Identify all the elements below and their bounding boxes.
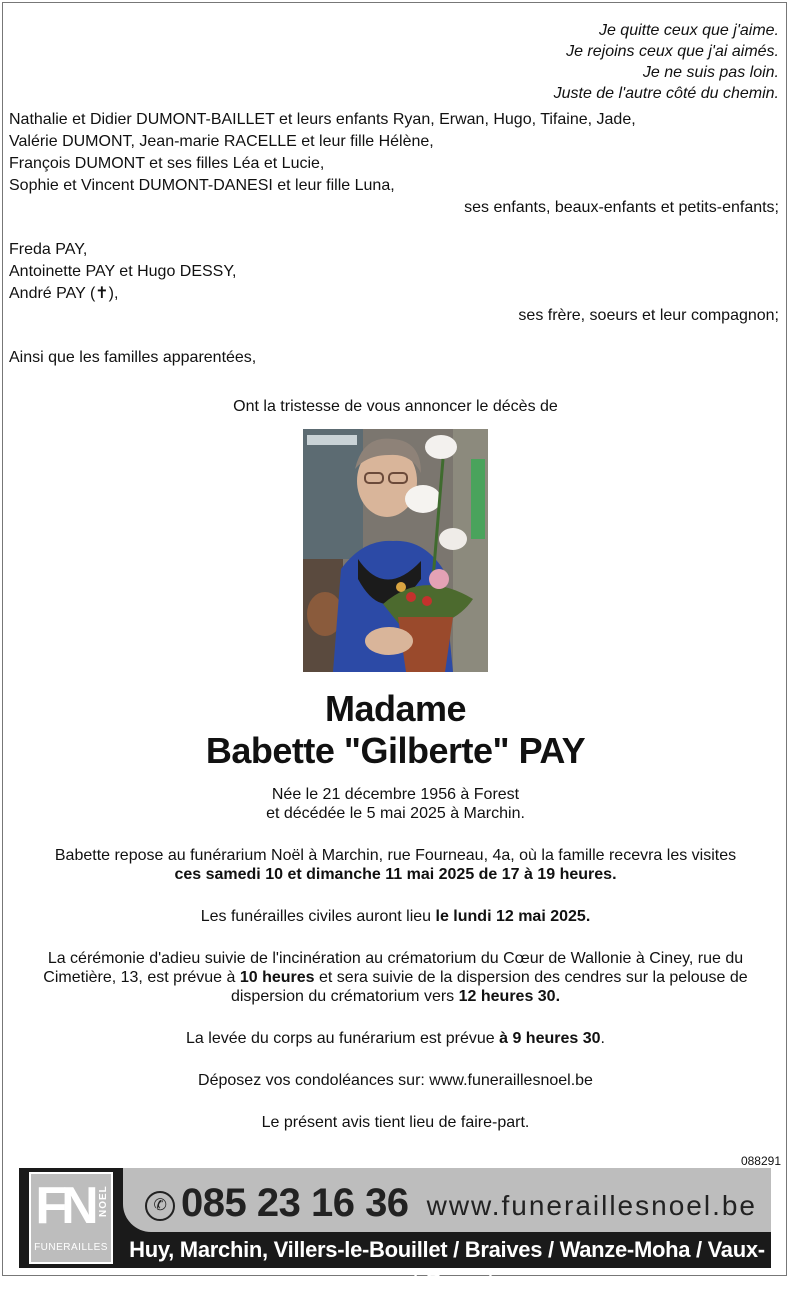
visit-dates-strong: ces samedi 10 et dimanche 11 mai 2025 de 17 à 19 heures. xyxy=(174,866,617,883)
family-line: Antoinette PAY et Hugo DESSY, xyxy=(9,263,237,280)
logo-bottom-text: FUNERAILLES xyxy=(34,1242,108,1253)
family-line: André PAY (✝), xyxy=(9,285,119,302)
birth-line: Née le 21 décembre 1956 à Forest xyxy=(271,786,520,803)
ceremony-pre: La cérémonie d'adieu suivie de l'incinération au crématorium du Cœur de Wallonie à Ciney, rue du Cimetière, 13, est prévue à xyxy=(43,950,744,986)
family-role: ses frère, soeurs et leur compagnon; xyxy=(518,307,779,324)
footer-website: www.funeraillesnoel.be xyxy=(426,1190,757,1221)
condolences-line: Déposez vos condoléances sur: www.funeraillesnoel.be xyxy=(198,1072,593,1089)
funeral-home-logo xyxy=(29,1172,113,1264)
family-line: Valérie DUMONT, Jean-marie RACELLE et leur fille Hélène, xyxy=(9,133,434,150)
deceased-name-block xyxy=(0,688,791,772)
levee-line xyxy=(20,1029,771,1048)
family-line: Nathalie et Didier DUMONT-BAILLET et leurs enfants Ryan, Erwan, Hugo, Tifaine, Jade, xyxy=(9,111,636,128)
details xyxy=(20,785,771,1132)
logo-side-text: NOEL xyxy=(98,1185,109,1217)
ceremony-paragraph xyxy=(20,949,771,1006)
family-line: François DUMONT et ses filles Léa et Lucie, xyxy=(9,155,325,172)
funeral-date: le lundi 12 mai 2025. xyxy=(435,908,591,925)
deceased-name: Babette "Gilberte" PAY xyxy=(205,730,586,771)
ceremony-time: 10 heures xyxy=(239,969,315,986)
levee-pre: La levée du corps au funérarium est prévue xyxy=(186,1030,495,1047)
portrait-illustration xyxy=(303,429,488,672)
footer-cities: Huy, Marchin, Villers-le-Bouillet / Braives / Wanze-Moha / Vaux-et-Borset xyxy=(129,1237,765,1294)
announce-line: Ont la tristesse de vous annoncer le décès de xyxy=(233,398,558,415)
family-line: Freda PAY, xyxy=(9,241,88,258)
portrait-photo xyxy=(303,429,488,672)
funeral-line xyxy=(20,907,771,926)
levee-time: à 9 heures 30 xyxy=(499,1030,601,1047)
family-line: Sophie et Vincent DUMONT-DANESI et leur fille Luna, xyxy=(9,177,395,194)
death-line: et décédée le 5 mai 2025 à Marchin. xyxy=(266,805,525,822)
funeral-pre: Les funérailles civiles auront lieu xyxy=(200,908,432,925)
poem xyxy=(359,20,779,104)
phone-icon: ✆ xyxy=(145,1191,175,1221)
logo-letters: FN xyxy=(35,1177,93,1235)
poem-line: Juste de l'autre côté du chemin. xyxy=(553,85,779,102)
ceremony-time2: 12 heures 30. xyxy=(458,988,561,1005)
poem-line: Je ne suis pas loin. xyxy=(642,64,779,81)
notice-line: Le présent avis tient lieu de faire-part. xyxy=(261,1114,530,1131)
deceased-title: Madame xyxy=(324,688,467,729)
visit-text: Babette repose au funérarium Noël à Marchin, rue Fourneau, 4a, où la famille recevra les visites xyxy=(54,847,737,864)
family-role: ses enfants, beaux-enfants et petits-enfants; xyxy=(464,199,779,216)
phone-text: 085 23 16 36 xyxy=(181,1181,409,1225)
relatives-line: Ainsi que les familles apparentées, xyxy=(9,349,257,366)
poem-line: Je rejoins ceux que j'ai aimés. xyxy=(566,43,779,60)
footer-banner xyxy=(19,1168,771,1294)
visit-dates xyxy=(20,865,771,884)
reference-number: 088291 xyxy=(740,1154,781,1168)
ceremony-mid: et sera suivie de la dispersion des cendres sur la pelouse de dispersion du crématorium vers xyxy=(230,969,748,1005)
family-list xyxy=(9,109,779,369)
phone-number xyxy=(145,1182,409,1224)
levee-end: . xyxy=(600,1030,605,1047)
poem-line: Je quitte ceux que j'aime. xyxy=(598,22,779,39)
